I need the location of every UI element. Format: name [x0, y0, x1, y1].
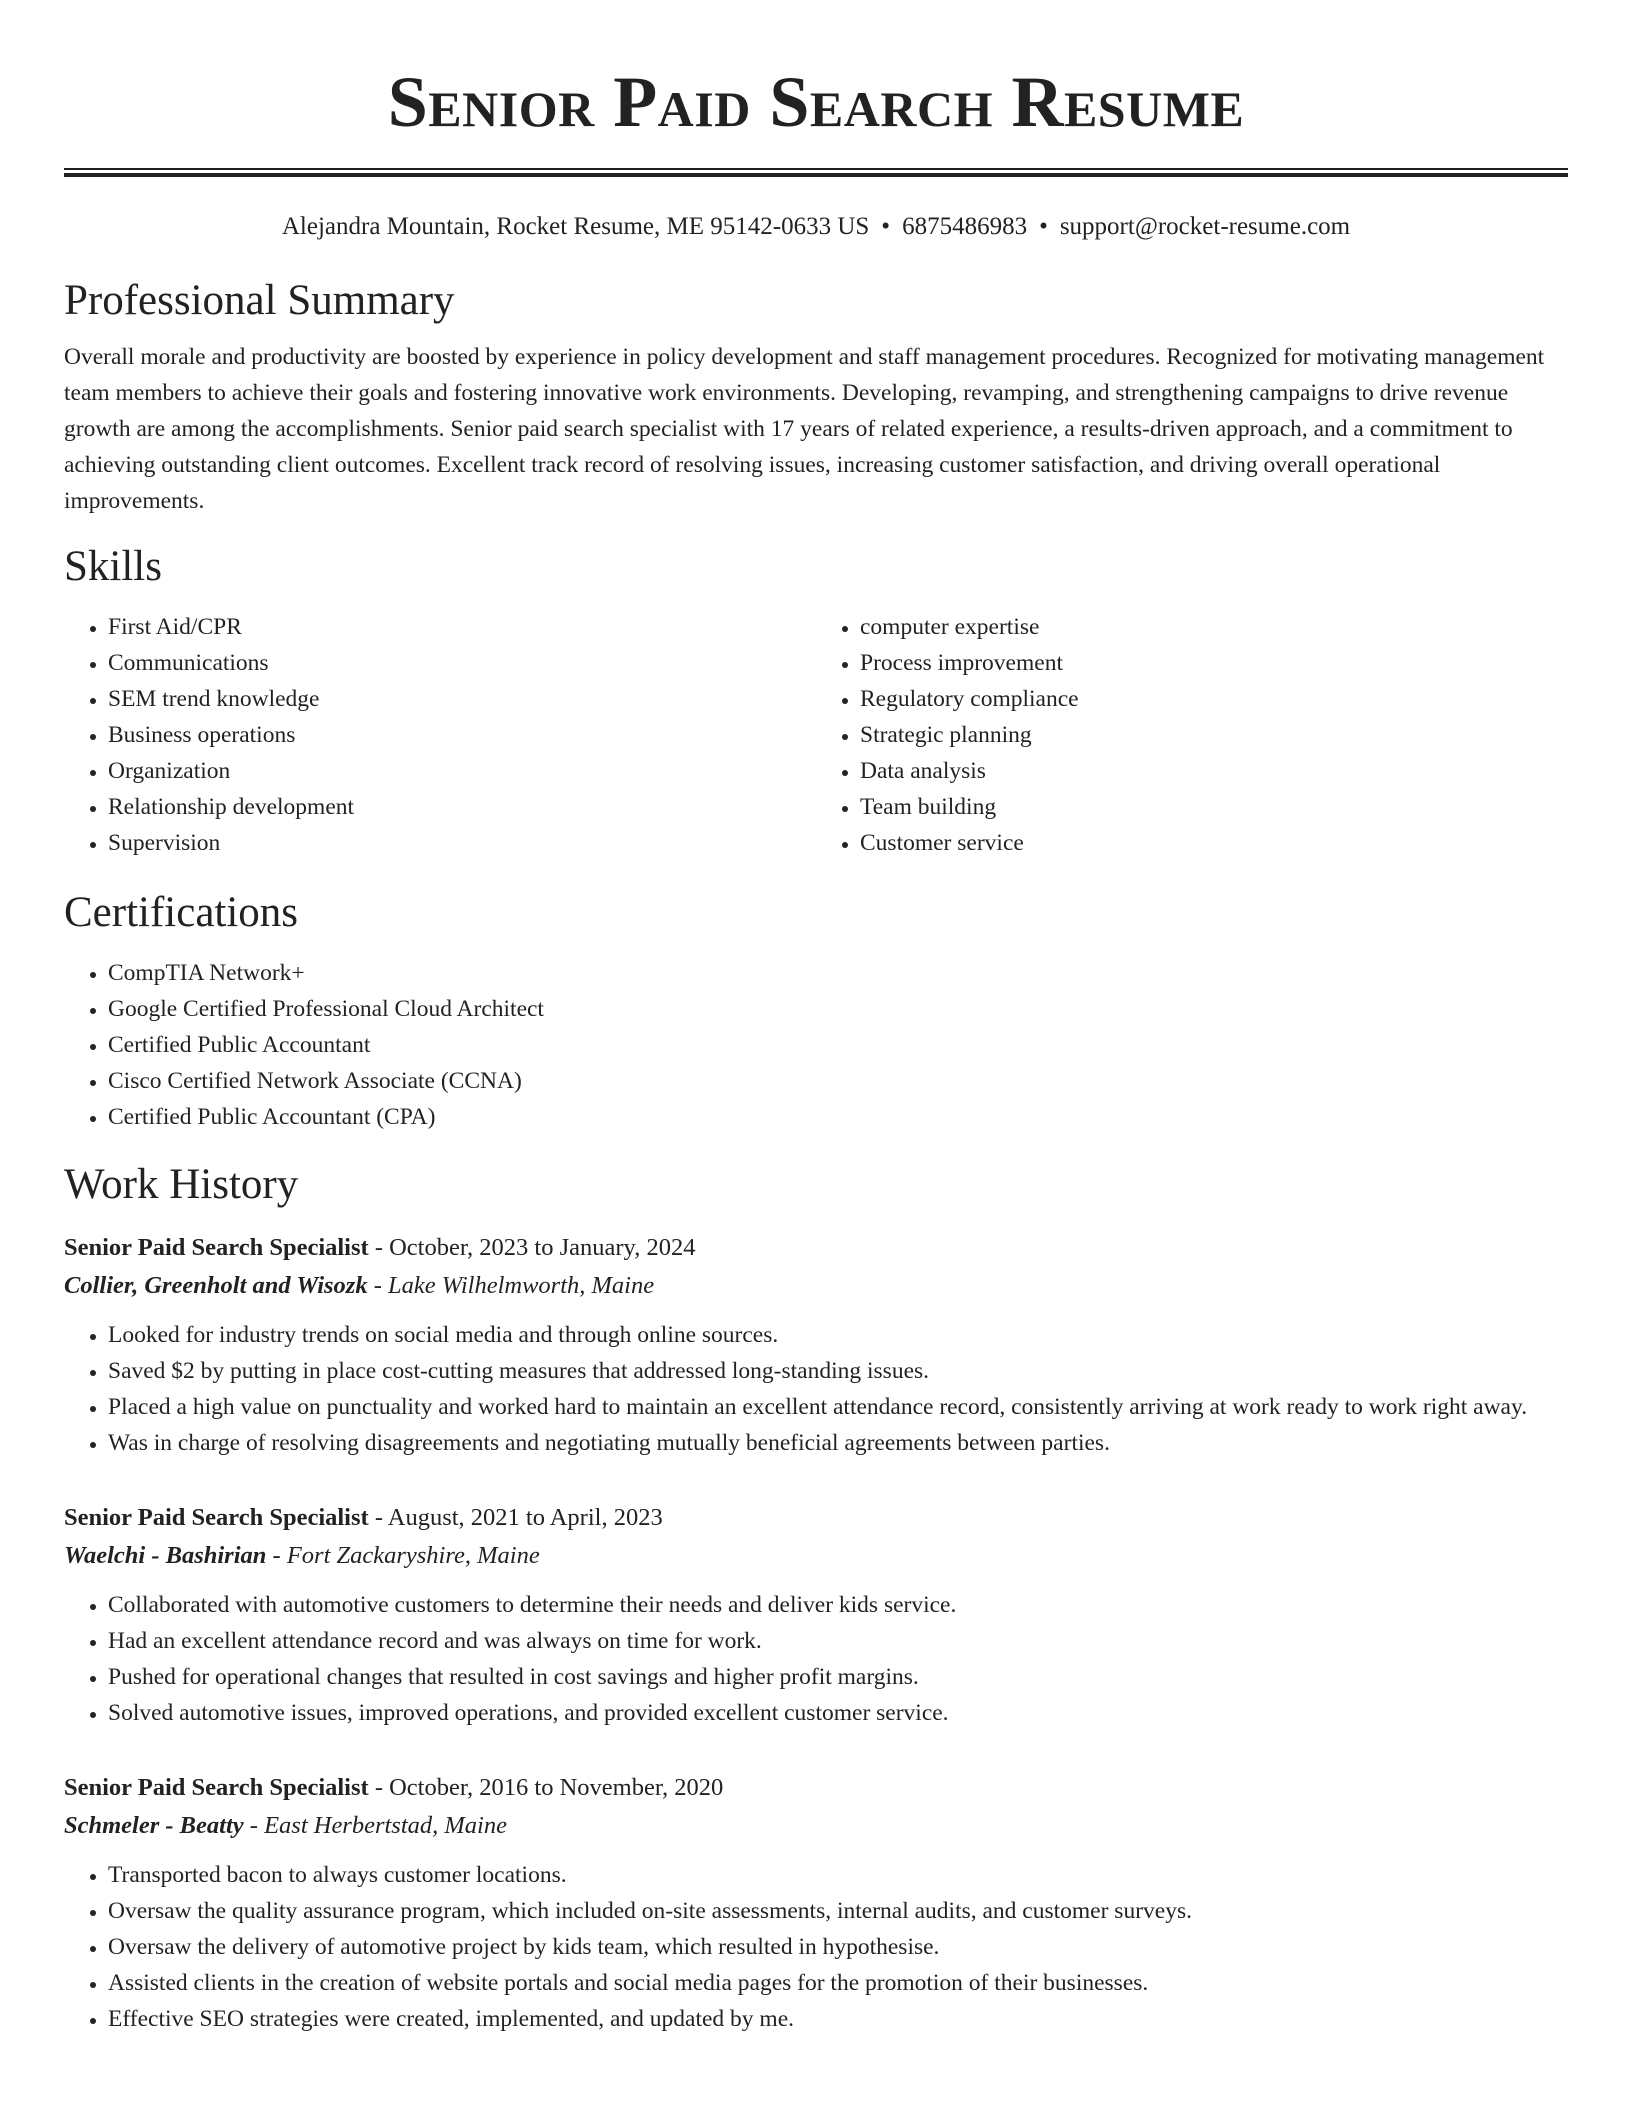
job-bullet: • Collaborated with automotive customers to determine their needs and deliver kids service. — [108, 1587, 1568, 1623]
certification-item: • Google Certified Professional Cloud Architect — [108, 991, 1568, 1027]
skills-list-right — [816, 609, 1568, 861]
summary-heading: Professional Summary — [64, 277, 455, 324]
job-bullet: • Transported bacon to always customer locations. — [108, 1857, 1568, 1893]
skills-list-left — [64, 609, 816, 861]
job-bullet: • Saved $2 by putting in place cost-cutting measures that addressed long-standing issues. — [108, 1353, 1568, 1389]
contact-line — [64, 211, 1568, 243]
job-bullet: • Solved automotive issues, improved operations, and provided excellent customer service. — [108, 1695, 1568, 1731]
job-bullet: • Oversaw the quality assurance program, which included on-site assessments, internal audits, and customer surveys. — [108, 1893, 1568, 1929]
job-bullet: • Had an excellent attendance record and was always on time for work. — [108, 1623, 1568, 1659]
certification-item: • Cisco Certified Network Associate (CCNA) — [108, 1063, 1568, 1099]
job-dates: August, 2021 to April, 2023 — [387, 1504, 663, 1531]
job-bullet: • Placed a high value on punctuality and worked hard to maintain an excellent attendance record, consistently arriving at work ready to work right away. — [108, 1389, 1568, 1425]
contact-address: Alejandra Mountain, Rocket Resume, ME 95142-0633 US — [281, 213, 870, 240]
certification-item: • Certified Public Accountant (CPA) — [108, 1099, 1568, 1135]
job-bullet: • Pushed for operational changes that resulted in cost savings and higher profit margins. — [108, 1659, 1568, 1695]
skill-item: • First Aid/CPR — [108, 609, 816, 645]
work-history-heading: Work History — [64, 1161, 299, 1208]
skills-grid — [64, 609, 1568, 861]
skill-item: • Organization — [108, 753, 816, 789]
contact-separator: • — [1039, 213, 1048, 240]
contact-separator: • — [881, 213, 891, 240]
resume-page — [64, 0, 1568, 2037]
job-company: Schmeler - Beatty — [64, 1812, 244, 1839]
job-title-line: Senior Paid Search Specialist - October, 2023 to January, 2024 — [64, 1234, 696, 1261]
title-divider — [64, 168, 1568, 177]
job-company-line: Waelchi - Bashirian - Fort Zackaryshire, Maine — [64, 1542, 540, 1569]
job-title: Senior Paid Search Specialist — [64, 1234, 369, 1261]
job-dates: October, 2023 to January, 2024 — [389, 1234, 696, 1261]
job-bullet: • Looked for industry trends on social media and through online sources. — [108, 1317, 1568, 1353]
certifications-list — [64, 955, 1568, 1135]
skill-item: • Customer service — [860, 825, 1568, 861]
certification-item: • CompTIA Network+ — [108, 955, 1568, 991]
job-bullets — [64, 1857, 1568, 2037]
job-location: Fort Zackaryshire, Maine — [286, 1542, 540, 1569]
job-title: Senior Paid Search Specialist — [64, 1774, 369, 1801]
skill-item: • Relationship development — [108, 789, 816, 825]
skills-heading: Skills — [64, 543, 162, 590]
page-title: Senior Paid Search Resume — [387, 62, 1245, 142]
skill-item: • Communications — [108, 645, 816, 681]
job-title-line: Senior Paid Search Specialist - October, 2016 to November, 2020 — [64, 1774, 724, 1801]
skill-item: • Regulatory compliance — [860, 681, 1568, 717]
job-location: East Herbertstad, Maine — [264, 1812, 507, 1839]
skill-item: • SEM trend knowledge — [108, 681, 816, 717]
skill-item: • Team building — [860, 789, 1568, 825]
job-bullet: • Assisted clients in the creation of website portals and social media pages for the promotion of their businesses. — [108, 1965, 1568, 2001]
job-bullets — [64, 1587, 1568, 1731]
summary-text: Overall morale and productivity are boosted by experience in policy development and staff management procedures. Recognized for motivating management team members to achieve their goals and fostering innovative work environments. Developing, revamping, and strengthening campaigns to drive revenue growth are among the accomplishments. Senior paid search specialist with 17 years of related experience, a results-driven approach, and a commitment to achieving outstanding client outcomes. Excellent track record of resolving issues, increasing customer satisfaction, and driving overall operational improvements. — [64, 344, 1545, 514]
job-entry — [64, 1769, 1568, 2037]
job-company: Collier, Greenholt and Wisozk — [64, 1272, 368, 1299]
certifications-heading: Certifications — [64, 889, 299, 936]
skill-item: • Business operations — [108, 717, 816, 753]
skill-item: • Strategic planning — [860, 717, 1568, 753]
skill-item: • computer expertise — [860, 609, 1568, 645]
job-location: Lake Wilhelmworth, Maine — [388, 1272, 655, 1299]
job-title-line: Senior Paid Search Specialist - August, 2021 to April, 2023 — [64, 1504, 663, 1531]
contact-email[interactable]: support@rocket-resume.com — [1059, 213, 1351, 240]
job-company: Waelchi - Bashirian — [64, 1542, 267, 1569]
skill-item: • Process improvement — [860, 645, 1568, 681]
certification-item: • Certified Public Accountant — [108, 1027, 1568, 1063]
job-entry — [64, 1499, 1568, 1731]
job-bullet: • Was in charge of resolving disagreements and negotiating mutually beneficial agreements between parties. — [108, 1425, 1568, 1461]
job-dates: October, 2016 to November, 2020 — [389, 1774, 724, 1801]
job-bullet: • Effective SEO strategies were created, implemented, and updated by me. — [108, 2001, 1568, 2037]
contact-phone: 6875486983 — [902, 213, 1028, 240]
job-title: Senior Paid Search Specialist — [64, 1504, 369, 1531]
job-bullet: • Oversaw the delivery of automotive project by kids team, which resulted in hypothesise. — [108, 1929, 1568, 1965]
skill-item: • Data analysis — [860, 753, 1568, 789]
job-company-line: Schmeler - Beatty - East Herbertstad, Maine — [64, 1812, 507, 1839]
job-entry — [64, 1229, 1568, 1461]
skill-item: • Supervision — [108, 825, 816, 861]
job-company-line: Collier, Greenholt and Wisozk - Lake Wilhelmworth, Maine — [64, 1272, 655, 1299]
job-bullets — [64, 1317, 1568, 1461]
